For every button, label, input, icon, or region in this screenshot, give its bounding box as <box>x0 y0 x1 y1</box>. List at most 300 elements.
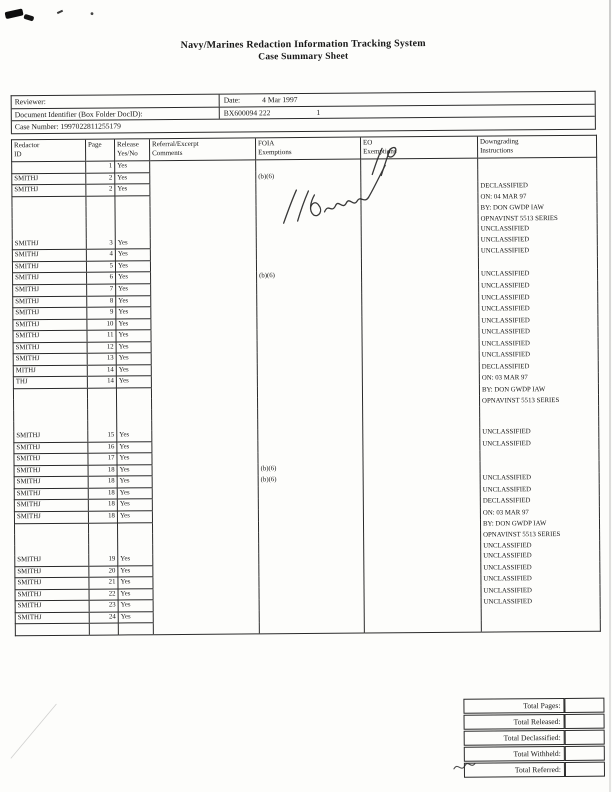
total-label: Total Declassified: <box>464 730 565 746</box>
cell-foia <box>256 259 361 271</box>
cell-redactor: SMITHJ <box>13 273 87 285</box>
cell-foia <box>257 317 362 329</box>
cell-referral <box>153 576 259 588</box>
cell-redactor: SMITHJ <box>13 296 87 308</box>
cell-redactor <box>12 161 86 173</box>
cell-redactor <box>13 388 87 400</box>
cell-downgrading <box>481 608 600 620</box>
scan-crease <box>10 704 56 758</box>
cell-redactor: SMITHJ <box>12 250 86 262</box>
cell-downgrading: UNCLASSIFIED <box>481 573 600 585</box>
cell-page: 18 <box>88 511 117 523</box>
cell-referral <box>152 441 258 453</box>
cell-referral <box>151 271 257 283</box>
cell-release: Yes <box>116 353 151 365</box>
cell-referral <box>151 364 257 376</box>
cell-referral <box>152 452 258 464</box>
cell-eo <box>364 597 481 609</box>
cell-redactor: SMITHJ <box>12 173 86 185</box>
cell-referral <box>150 195 256 207</box>
cell-eo <box>362 327 479 339</box>
cell-release: Yes <box>115 238 150 249</box>
cell-downgrading: UNCLASSIFIED <box>481 585 600 597</box>
cell-foia <box>257 282 362 294</box>
cell-downgrading: UNCLASSIFIED <box>480 427 599 439</box>
cell-page: 19 <box>89 555 118 566</box>
cell-referral <box>151 352 257 364</box>
totals-row <box>463 698 604 714</box>
cell-page: 17 <box>88 453 117 465</box>
cell-redactor: SMITHJ <box>15 577 89 589</box>
cell-page: 20 <box>89 566 118 578</box>
cell-eo <box>364 609 481 621</box>
cell-release: Yes <box>116 365 151 377</box>
cell-page: 5 <box>86 261 115 273</box>
cell-eo <box>364 574 481 586</box>
cell-downgrading: ON: 04 MAR 97 <box>478 192 597 204</box>
scan-artifact <box>91 12 94 15</box>
cell-redactor: SMITHJ <box>14 477 88 489</box>
cell-redactor: SMITHJ <box>13 319 87 331</box>
cell-release: Yes <box>117 488 152 500</box>
cell-page <box>88 399 117 410</box>
cell-page: 10 <box>87 319 116 331</box>
cell-downgrading: UNCLASSIFIED <box>479 303 598 315</box>
cell-downgrading: UNCLASSIFIED <box>479 338 598 350</box>
cell-eo <box>362 385 479 397</box>
cell-foia <box>259 610 364 622</box>
cell-referral <box>150 171 256 183</box>
cell-release: Yes <box>117 476 152 488</box>
cell-foia <box>257 351 362 363</box>
cell-release: Yes <box>117 441 152 453</box>
cell-eo <box>362 270 479 282</box>
cell-redactor: SMITHJ <box>14 511 88 523</box>
cell-referral <box>150 260 256 272</box>
cell-foia <box>256 247 361 259</box>
cell-release <box>115 206 150 217</box>
cell-referral <box>151 318 257 330</box>
cell-foia <box>256 226 361 237</box>
cell-redactor: SMITHJ <box>13 354 87 366</box>
cell-page: 6 <box>87 272 116 284</box>
cell-release <box>115 227 150 238</box>
redaction-table <box>11 135 601 637</box>
cell-page <box>88 420 117 431</box>
cell-downgrading: ON: 03 MAR 97 <box>479 373 598 385</box>
cell-redactor <box>15 624 89 636</box>
cell-referral <box>150 216 256 227</box>
column-header: Downgrading Instructions <box>477 135 596 158</box>
cell-foia <box>258 429 363 441</box>
case-header-box <box>11 91 596 134</box>
cell-eo <box>361 258 478 270</box>
cell-foia <box>258 451 363 463</box>
cell-release <box>117 420 152 431</box>
document-identifier-label: Document Identifier (Box Folder DocID): <box>12 107 220 120</box>
cell-downgrading <box>478 169 597 181</box>
cell-downgrading: BY: DON GWDP IAW <box>478 203 597 214</box>
cell-eo <box>364 552 481 564</box>
cell-page: 7 <box>87 284 116 296</box>
cell-release: Yes <box>116 330 151 342</box>
cell-foia <box>257 363 362 375</box>
cell-redactor: MITHJ <box>13 365 87 377</box>
cell-page: 12 <box>87 342 116 354</box>
cell-release: Yes <box>116 295 151 307</box>
totals-box <box>463 697 605 779</box>
cell-page: 11 <box>87 330 116 342</box>
cell-foia <box>257 386 362 398</box>
cell-eo <box>363 508 480 520</box>
cell-redactor <box>14 420 88 431</box>
cell-downgrading: UNCLASSIFIED <box>480 438 599 450</box>
cell-release: Yes <box>118 565 153 577</box>
column-header: Redactor ID <box>11 139 85 162</box>
cell-redactor: SMITHJ <box>13 330 87 342</box>
cell-foia <box>258 521 363 533</box>
cell-downgrading <box>478 157 597 169</box>
cell-redactor: SMITHJ <box>14 488 88 500</box>
cell-page: 24 <box>89 612 118 624</box>
cell-redactor <box>12 196 86 208</box>
cell-downgrading: UNCLASSIFIED <box>479 315 598 327</box>
cell-page: 18 <box>88 499 117 511</box>
cell-redactor: SMITHJ <box>13 284 87 296</box>
cell-release <box>118 623 153 635</box>
cell-page: 2 <box>86 184 115 196</box>
cell-downgrading <box>480 461 599 473</box>
cell-release: Yes <box>115 261 150 273</box>
column-header: Page <box>85 139 114 161</box>
cell-foia <box>256 215 361 226</box>
cell-foia <box>257 374 362 386</box>
cell-release: Yes <box>118 600 153 612</box>
cell-release <box>115 217 150 228</box>
totals-row <box>464 746 605 762</box>
cell-downgrading: DECLASSIFIED <box>479 361 598 373</box>
total-label: Total Withheld: <box>464 746 565 762</box>
total-label: Total Referred: <box>464 762 565 778</box>
cell-redactor: SMITHJ <box>14 465 88 477</box>
cell-referral <box>153 622 259 634</box>
cell-referral <box>153 599 259 611</box>
cell-page: 8 <box>87 296 116 308</box>
cell-release: Yes <box>117 511 152 523</box>
cell-eo <box>362 350 479 362</box>
cell-page <box>86 207 115 218</box>
cell-referral <box>152 464 258 476</box>
cell-downgrading: ON: 03 MAR 97 <box>480 507 599 519</box>
total-label: Total Pages: <box>463 698 564 714</box>
cell-referral <box>152 498 258 510</box>
cell-release <box>118 544 153 555</box>
cell-release <box>117 399 152 410</box>
cell-redactor: SMITHJ <box>12 184 86 196</box>
cell-redactor <box>14 399 88 410</box>
cell-release: Yes <box>116 284 151 296</box>
totals-row <box>464 762 605 778</box>
cell-release: Yes <box>115 161 150 173</box>
cell-page: 2 <box>86 173 115 185</box>
cell-referral <box>152 487 258 499</box>
cell-referral <box>150 248 256 260</box>
cell-downgrading: UNCLASSIFIED <box>480 484 599 496</box>
redaction-table-body <box>12 157 601 636</box>
cell-release <box>115 195 150 206</box>
cell-referral <box>150 183 256 195</box>
cell-release: Yes <box>118 612 153 624</box>
cell-referral <box>153 611 259 623</box>
cell-release: Yes <box>117 430 152 441</box>
cell-redactor: SMITHJ <box>14 442 88 454</box>
cell-downgrading: UNCLASSIFIED <box>479 326 598 338</box>
cell-foia <box>258 497 363 509</box>
cell-foia <box>259 542 364 553</box>
cell-redactor <box>15 544 89 555</box>
column-header: Referral/Excerpt Comments <box>149 138 255 161</box>
cell-page <box>86 228 115 239</box>
cell-eo <box>363 450 480 462</box>
cell-eo <box>362 339 479 351</box>
case-number-label: Case Number: <box>14 121 59 132</box>
total-value-box <box>565 746 605 761</box>
cell-downgrading: BY: DON GWDP IAW <box>479 384 598 396</box>
cell-page: 23 <box>89 600 118 612</box>
cell-downgrading: UNCLASSIFIED <box>479 280 598 292</box>
cell-referral <box>151 306 257 318</box>
cell-downgrading: OPNAVINST 5513 SERIES <box>481 530 600 541</box>
cell-redactor: SMITHJ <box>14 431 88 443</box>
cell-downgrading: UNCLASSIFIED <box>481 562 600 574</box>
cell-referral <box>151 294 257 306</box>
reviewer-label: Reviewer: <box>12 95 220 108</box>
cell-foia <box>259 532 364 543</box>
cell-redactor: SMITHJ <box>15 601 89 613</box>
cell-foia <box>259 553 364 565</box>
cell-release <box>118 533 153 544</box>
totals-table-body <box>463 698 605 778</box>
column-header: FOIA Exemptions <box>255 137 360 160</box>
document-identifier-suffix: 1 <box>316 107 321 117</box>
cell-release: Yes <box>116 376 151 388</box>
cell-eo <box>361 247 478 259</box>
totals-row <box>464 730 605 746</box>
cell-eo <box>363 485 480 497</box>
cell-referral <box>151 387 257 399</box>
cell-downgrading: UNCLASSIFIED <box>481 551 600 563</box>
cell-foia <box>256 182 361 194</box>
cell-foia <box>258 440 363 452</box>
cell-page: 18 <box>88 465 117 477</box>
cell-foia <box>259 621 364 633</box>
cell-referral <box>151 329 257 341</box>
cell-referral <box>150 227 256 238</box>
cell-foia: (b)(6) <box>258 463 363 475</box>
cell-release: Yes <box>118 588 153 600</box>
cell-page <box>87 388 116 399</box>
cell-referral <box>153 588 259 600</box>
cell-referral <box>151 341 257 353</box>
cell-referral <box>152 475 258 487</box>
cell-downgrading <box>478 257 597 269</box>
cell-foia <box>259 598 364 610</box>
cell-release: Yes <box>117 499 152 511</box>
total-value-box <box>565 762 605 777</box>
total-value-box <box>565 730 605 745</box>
cell-eo <box>364 586 481 598</box>
cell-eo <box>363 462 480 474</box>
cell-referral <box>152 510 258 522</box>
cell-foia <box>257 340 362 352</box>
cell-eo <box>362 316 479 328</box>
cell-redactor: SMITHJ <box>14 500 88 512</box>
cell-page: 14 <box>87 376 116 388</box>
cell-downgrading: UNCLASSIFIED <box>479 350 598 362</box>
cell-foia <box>257 305 362 317</box>
cell-release: Yes <box>116 307 151 319</box>
cell-page: 15 <box>88 431 117 442</box>
total-label: Total Released: <box>464 714 565 730</box>
cell-page <box>89 544 118 555</box>
cell-downgrading: UNCLASSIFIED <box>481 540 600 551</box>
cell-eo <box>361 181 478 193</box>
cell-release: Yes <box>115 184 150 196</box>
cell-release: Yes <box>118 554 153 565</box>
cell-page: 22 <box>89 589 118 601</box>
document-identifier-value: BX600094 222 <box>223 107 271 118</box>
cell-downgrading: DECLASSIFIED <box>478 180 597 192</box>
cell-redactor <box>12 228 86 239</box>
cell-referral <box>150 206 256 217</box>
cell-eo <box>361 193 478 205</box>
cell-redactor <box>12 207 86 218</box>
cell-eo <box>362 304 479 316</box>
cell-page: 3 <box>86 238 115 249</box>
cell-eo <box>363 439 480 451</box>
cell-foia <box>259 575 364 587</box>
cell-page: 4 <box>86 249 115 261</box>
cell-eo <box>362 374 479 386</box>
cell-eo <box>361 158 478 170</box>
column-header: EO Exemptions <box>360 136 477 159</box>
cell-foia <box>258 486 363 498</box>
cell-release <box>116 388 151 399</box>
cell-release: Yes <box>118 577 153 589</box>
cell-referral <box>150 237 256 249</box>
cell-page <box>86 217 115 228</box>
cell-eo <box>362 362 479 374</box>
cell-referral <box>151 283 257 295</box>
cell-eo <box>361 235 478 247</box>
cell-release: Yes <box>115 172 150 184</box>
scan-artifact <box>5 8 24 19</box>
cell-downgrading <box>481 620 600 632</box>
cell-redactor: SMITHJ <box>15 612 89 624</box>
cell-downgrading <box>480 449 599 461</box>
cell-foia: (b)(6) <box>256 171 361 183</box>
scan-artifact <box>23 14 34 22</box>
cell-downgrading: UNCLASSIFIED <box>478 246 597 258</box>
cell-downgrading: BY: DON GWDP IAW <box>480 519 599 531</box>
cell-page: 9 <box>87 307 116 319</box>
cell-page: 16 <box>88 442 117 454</box>
cell-eo <box>364 563 481 575</box>
cell-page: 14 <box>87 365 116 377</box>
cell-foia <box>256 236 361 248</box>
cell-eo <box>362 281 479 293</box>
cell-release: Yes <box>115 249 150 261</box>
cell-release <box>117 522 152 533</box>
cell-eo <box>361 170 478 182</box>
cell-page: 1 <box>86 161 115 173</box>
cell-redactor <box>15 534 89 545</box>
cell-eo <box>362 293 479 305</box>
cell-downgrading: UNCLASSIFIED <box>478 224 597 235</box>
cell-release: Yes <box>116 318 151 330</box>
cell-page: 18 <box>88 488 117 500</box>
cell-eo <box>364 621 481 633</box>
cell-foia <box>257 328 362 340</box>
total-value-box <box>564 698 604 713</box>
cell-page <box>89 623 118 635</box>
cell-foia: (b)(6) <box>258 474 363 486</box>
date-value: 4 Mar 1997 <box>262 95 298 105</box>
cell-referral <box>152 521 258 533</box>
cell-eo <box>363 520 480 532</box>
cell-redactor <box>12 217 86 228</box>
cell-downgrading: UNCLASSIFIED <box>478 235 597 247</box>
cell-redactor: SMITHJ <box>12 239 86 251</box>
cell-referral <box>150 160 256 172</box>
cell-downgrading: OPNAVINST 5513 SERIES <box>478 213 597 224</box>
cell-redactor: SMITHJ <box>14 453 88 465</box>
cell-redactor <box>14 410 88 421</box>
cell-downgrading: DECLASSIFIED <box>480 496 599 508</box>
cell-redactor: SMITHJ <box>15 555 89 567</box>
cell-downgrading: UNCLASSIFIED <box>479 269 598 281</box>
total-value-box <box>565 714 605 729</box>
cell-foia <box>257 294 362 306</box>
cell-downgrading: OPNAVINST 5513 SERIES <box>480 395 599 406</box>
cell-referral <box>151 375 257 387</box>
cell-page: 13 <box>87 353 116 365</box>
cell-redactor: SMITHJ <box>15 589 89 601</box>
cell-release: Yes <box>116 272 151 284</box>
cell-foia <box>256 194 361 206</box>
cell-foia: (b)(6) <box>257 271 362 283</box>
totals-row <box>464 714 605 730</box>
cell-redactor: SMITHJ <box>15 566 89 578</box>
cell-referral <box>153 554 259 566</box>
cell-foia <box>259 564 364 576</box>
cell-foia <box>258 509 363 521</box>
cell-release: Yes <box>116 341 151 353</box>
cell-downgrading: UNCLASSIFIED <box>479 292 598 304</box>
cell-page <box>88 522 117 533</box>
document-title: Navy/Marines Redaction Information Tracking System <box>180 38 426 51</box>
cell-foia <box>256 205 361 216</box>
cell-referral <box>152 430 258 442</box>
cell-release: Yes <box>117 453 152 465</box>
cell-redactor: SMITHJ <box>13 307 87 319</box>
cell-page <box>86 196 115 207</box>
scan-artifact <box>57 10 63 14</box>
cell-referral <box>153 565 259 577</box>
case-number-value: 1997022811255179 <box>60 121 121 131</box>
cell-redactor: SMITHJ <box>12 261 86 273</box>
cell-page: 21 <box>89 577 118 589</box>
